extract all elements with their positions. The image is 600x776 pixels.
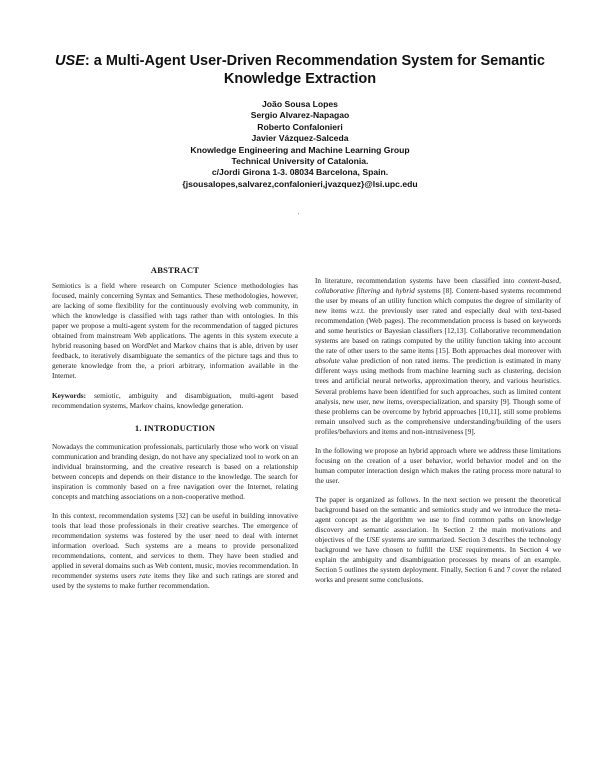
abstract-heading: ABSTRACT <box>150 265 200 275</box>
stray-mark: ' <box>298 213 300 219</box>
emphasis-run: USE <box>366 535 380 545</box>
text-run: and <box>380 286 396 296</box>
keywords-label: Keywords: <box>52 390 87 400</box>
left-column <box>52 265 298 600</box>
author-name: Roberto Confalonieri <box>257 121 343 132</box>
affiliation-line: Technical University of Catalonia. <box>231 156 369 167</box>
text-run: In this context, recommendation systems [32] can be useful in building innovative tools that lead those professionals in their creative searches. The emergence of recommendation systems was fostered by the user need to deal with internet information overload. Such systems are a means to provide personalized recommendations, content, and services to them. They have been studied and applied in several domains such as Web content, music, movies recommendation. In recommender systems users <box>52 510 298 581</box>
keywords-paragraph <box>52 391 298 411</box>
text-run: requirements. In Section 4 we explain the ambiguity and disambiguation processes by means of an example. Section 5 outlines the system deployment. Finally, Section 6 and 7 cover the related works and present some conclusions. <box>315 545 561 585</box>
emphasis-run: absolute <box>315 356 340 366</box>
title-rest: : a Multi-Agent User-Driven Recommendation System for Semantic Knowledge Extraction <box>84 53 545 87</box>
text-run: items they like and such ratings are stored and used by the systems to make further recommendation. <box>52 571 298 591</box>
text-run: The paper is organized as follows. In the next section we present the theoretical background based on the semantic and semiotics study and we introduce the meta-agent concept as the algorithm we use to find common paths on knowledge discovery and semantic association. In Section 2 the main motivations and objectives of the <box>315 494 561 545</box>
affiliation-line: c/Jordi Girona 1-3. 08034 Barcelona, Spain. <box>211 167 389 178</box>
title-system-name: USE <box>55 53 85 69</box>
author-name: João Sousa Lopes <box>262 99 338 109</box>
author-name: Sergio Alvarez-Napagao <box>250 110 350 121</box>
text-run: In literature, recommendation systems have been classified into <box>315 276 519 285</box>
right-column <box>315 276 561 594</box>
text-run: value prediction of non rated items. The prediction is estimated in many different ways using methods from machine learning such as clustering, decision trees and artificial neural networks, approximation theory, and various heuristics. Several problems have been identified for such approaches, such as limited content analysis, new user, new items, overspecialization, and sparsity [9]. Though some of these problems can be overcome by hybrid approaches [10,11], still some problems remain unsolved such as the comprehensive understanding/building of the users profiles/behaviors and items and non-intrusiveness [9]. <box>315 356 561 436</box>
keywords-text: semiotic, ambiguity and disambiguation, multi-agent based recommendation systems, Markov chains, knowledge generation. <box>52 390 298 410</box>
author-emails: {jsousalopes,salvarez,confalonieri,jvazquez}@lsi.upc.edu <box>182 178 418 189</box>
right-paragraph-2: In the following we propose an hybrid approach where we address these limitations focusing on the creation of a user behavior, world behavior model and on the human computer interaction design which makes the rating process more natural to the user. <box>315 445 561 485</box>
text-run: systems are summarized. Section 3 describes the technology background we have chosen to fulfill the <box>315 535 561 555</box>
introduction-heading: 1. INTRODUCTION <box>134 422 216 433</box>
emphasis-run: hybrid <box>395 286 415 296</box>
intro-paragraph-1: Nowadays the communication professionals, particularly those who work on visual communication and branding design, do not have any specialized tool to work on an individual brainstorming, and the creative research is based on a relationship between concepts and depends on their distance to the knowledge. The search for inspiration is commonly based on a free navigation over the Internet, relating concepts and matching associations on a non-cooperative method. <box>52 441 299 501</box>
paper-title <box>50 52 550 88</box>
text-run: systems [8]. Content-based systems recommend the user by means of an utility function which computes the degree of similarity of new items w.r.t. the previously user rated and especially deal with text-based recommendation (Web pages). The recommendation process is based on keywords and some heuristics or Bayesian classifiers [12,13]. Collaborative recommendation systems are based on ratings computed by the utility function taking into account the rate of other users to the same items [15]. Both approaches deal moreover with <box>315 286 562 356</box>
affiliation-line: Knowledge Engineering and Machine Learning Group <box>190 144 410 155</box>
emphasis-run: USE <box>449 545 463 555</box>
author-block <box>100 99 500 190</box>
abstract-text: Semiotics is a field where research on Computer Science methodologies has focused, mainly concerning Syntax and Semantics. These methodologies, however, are lacking of some flexibility for the continuously evolving web community, in which the knowledge is classified with tags rather than with ontologies. In this paper we propose a multi-agent system for the recommendation of tagged pictures obtained from mainstream Web applications. The agents in this system execute a hybrid reasoning based on WordNet and Markov chains that is able, driven by user feedback, to iteratively disambiguate the semantics of the picture tags and thus to generate knowledge from the, a priori arbitrary, information available in the Internet. <box>52 281 298 381</box>
emphasis-run: content-based, collaborative filtering <box>315 276 561 296</box>
author-name: Javier Vázquez-Salceda <box>251 133 349 144</box>
emphasis-run: rate <box>139 571 151 581</box>
right-paragraph-1 <box>315 276 561 437</box>
intro-paragraph-2 <box>52 511 298 591</box>
right-paragraph-3 <box>315 495 561 585</box>
